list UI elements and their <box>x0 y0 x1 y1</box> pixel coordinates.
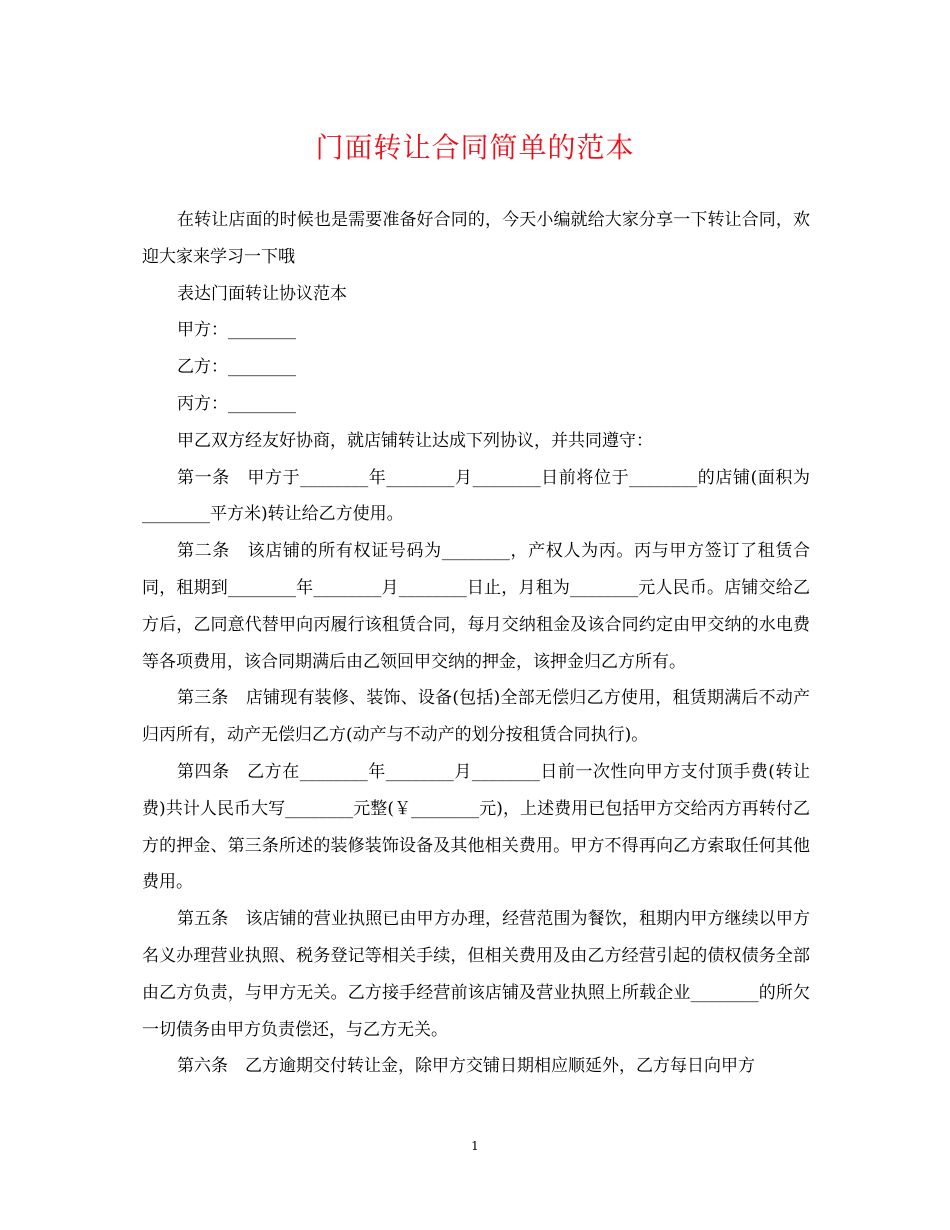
agreement-heading: 表达门面转让协议范本 <box>177 283 347 304</box>
party-a-line: 甲方：________ <box>177 320 296 341</box>
article-2: 第二条 该店铺的所有权证号码为________，产权人为丙。丙与甲方签订了租赁合同，租期到________年________月________日止，月租为________元人民币。店铺交给乙方后，乙同意代替甲向丙履行该租赁合同，每月交纳租金及该合同约定由甲交纳的水电费等各项费用，该合同期满后由乙领回甲交纳的押金，该押金归乙方所有。 <box>142 541 810 672</box>
party-c-line: 丙方：________ <box>177 393 296 414</box>
article-4: 第四条 乙方在________年________月________日前一次性向甲方支付顶手费(转让费)共计人民币大写________元整(￥________元)，上述费用已包括甲方交给丙方再转付乙方的押金、第三条所述的装修装饰设备及其他相关费用。甲方不得再向乙方索取任何其他费用。 <box>142 761 810 893</box>
agreement-preamble: 甲乙双方经友好协商，就店铺转让达成下列协议，并共同遵守： <box>177 430 653 451</box>
article-1: 第一条 甲方于________年________月________日前将位于________的店铺(面积为________平方米)转让给乙方使用。 <box>142 467 810 525</box>
document-title: 门面转让合同简单的范本 <box>315 131 635 164</box>
document-body <box>142 202 810 1085</box>
article-3: 第三条 店铺现有装修、装饰、设备(包括)全部无偿归乙方使用，租赁期满后不动产归丙所有，动产无偿归乙方(动产与不动产的划分按租赁合同执行)。 <box>142 688 810 746</box>
intro-paragraph: 在转让店面的时候也是需要准备好合同的，今天小编就给大家分享一下转让合同，欢迎大家来学习一下哦 <box>142 210 810 267</box>
party-b-line: 乙方：________ <box>177 357 296 378</box>
article-6: 第六条 乙方逾期交付转让金，除甲方交铺日期相应顺延外，乙方每日向甲方 <box>177 1056 755 1077</box>
page-number: 1 <box>471 1139 479 1153</box>
article-5: 第五条 该店铺的营业执照已由甲方办理，经营范围为餐饮，租期内甲方继续以甲方名义办理营业执照、税务登记等相关手续，但相关费用及由乙方经营引起的债权债务全部由乙方负责，与甲方无关。乙方接手经营前该店铺及营业执照上所载企业________的所欠一切债务由甲方负责偿还，与乙方无关。 <box>142 909 810 1040</box>
